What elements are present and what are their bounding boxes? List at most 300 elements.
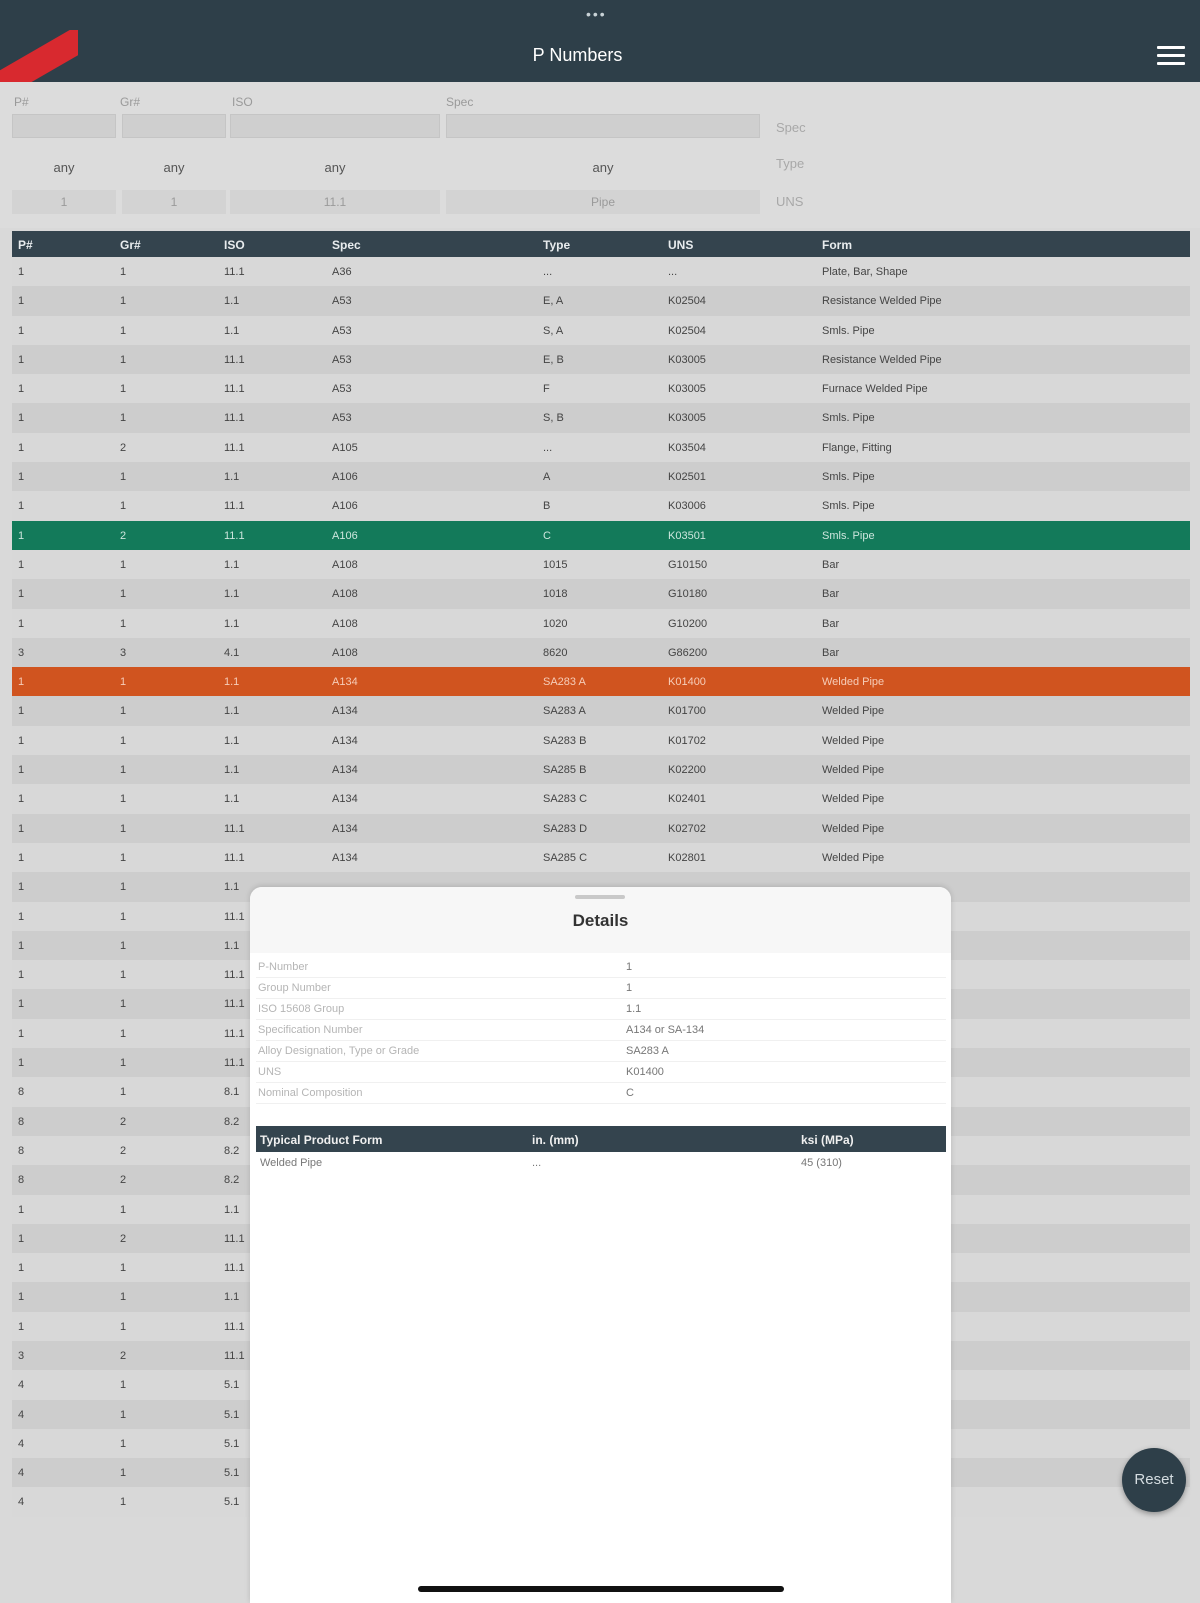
cell-group: 2	[120, 1115, 127, 1128]
header-type[interactable]: Type	[543, 238, 571, 252]
table-row[interactable]	[12, 374, 1190, 403]
cell-spec: A134	[332, 793, 358, 806]
cell-type: E, A	[543, 295, 564, 308]
cell-form: Smls. Pipe	[822, 324, 875, 337]
cell-group: 1	[120, 939, 127, 952]
cell-type: F	[543, 383, 550, 396]
detail-value: 1	[626, 982, 633, 994]
detail-value: 1.1	[626, 1003, 642, 1015]
cell-spec: A134	[332, 734, 358, 747]
cell-group: 1	[120, 910, 127, 923]
cell-type: SA283 B	[543, 734, 587, 747]
table-row[interactable]	[12, 316, 1190, 345]
cell-group: 1	[120, 324, 127, 337]
table-row[interactable]	[12, 550, 1190, 579]
table-row[interactable]	[12, 521, 1190, 550]
table-row[interactable]	[12, 843, 1190, 872]
cell-uns: K02504	[668, 295, 706, 308]
cell-spec: A53	[332, 324, 352, 337]
pnumber-any[interactable]: any	[53, 160, 75, 175]
sheet-grabber[interactable]	[575, 895, 625, 899]
cell-group: 1	[120, 1203, 127, 1216]
cell-form: Furnace Welded Pipe	[822, 383, 928, 396]
cell-pnumber: 1	[18, 793, 25, 806]
cell-pnumber: 1	[18, 529, 25, 542]
cell-group: 1	[120, 1027, 127, 1040]
cell-iso: 11.1	[224, 441, 245, 454]
cell-uns: K03005	[668, 353, 706, 366]
table-row[interactable]	[12, 433, 1190, 462]
cell-uns: K02401	[668, 793, 706, 806]
cell-iso: 8.2	[224, 1115, 240, 1128]
cell-iso: 1.1	[224, 705, 240, 718]
side-label-type: Type	[776, 156, 805, 171]
cell-group: 1	[120, 881, 127, 894]
cell-form: Welded Pipe	[822, 734, 885, 747]
cell-iso: 11.1	[224, 529, 245, 542]
cell-spec: A53	[332, 412, 352, 425]
cell-pnumber: 4	[18, 1408, 25, 1421]
cell-group: 2	[120, 1174, 127, 1187]
cell-pnumber: 1	[18, 705, 25, 718]
pnumber-input[interactable]	[12, 114, 116, 138]
details-sheet	[250, 887, 951, 1603]
cell-iso: 11.1	[224, 266, 245, 278]
thickness-value: ...	[532, 1157, 542, 1169]
cell-pnumber: 1	[18, 1262, 25, 1275]
cell-iso: 5.1	[224, 1379, 240, 1392]
cell-spec: A134	[332, 851, 358, 864]
cell-spec: A108	[332, 588, 358, 601]
cell-group: 1	[120, 1320, 127, 1333]
cell-form: Welded Pipe	[822, 851, 885, 864]
cell-group: 1	[120, 412, 127, 425]
cell-pnumber: 1	[18, 851, 25, 864]
cell-uns: K02801	[668, 851, 706, 864]
cell-form: Welded Pipe	[822, 793, 885, 806]
detail-row	[256, 1062, 946, 1083]
cell-iso: 1.1	[224, 734, 240, 747]
detail-row	[256, 1020, 946, 1041]
detail-label: ISO 15608 Group	[258, 1003, 345, 1015]
cell-group: 1	[120, 734, 127, 747]
cell-group: 1	[120, 471, 127, 484]
cell-type: SA283 D	[543, 822, 588, 835]
cell-iso: 5.1	[224, 1496, 240, 1509]
cell-iso: 11.1	[224, 851, 245, 864]
cell-pnumber: 1	[18, 764, 25, 777]
cell-iso: 5.1	[224, 1467, 240, 1480]
cell-form: Welded Pipe	[822, 705, 885, 718]
cell-form: Bar	[822, 617, 840, 630]
navigation-bar	[0, 0, 1200, 82]
cell-iso: 11.1	[224, 1262, 245, 1275]
cell-group: 1	[120, 969, 127, 982]
cell-iso: 5.1	[224, 1408, 240, 1421]
table-row[interactable]	[12, 403, 1190, 432]
cell-group: 1	[120, 295, 127, 308]
spec-select[interactable]: Pipe	[446, 190, 760, 214]
detail-value: 1	[626, 961, 633, 973]
table-row[interactable]	[12, 462, 1190, 491]
cell-group: 1	[120, 1291, 127, 1304]
cell-pnumber: 4	[18, 1379, 25, 1392]
cell-iso: 11.1	[224, 1320, 245, 1333]
cell-type: SA285 C	[543, 851, 588, 864]
iso-select[interactable]: 11.1	[230, 190, 440, 214]
cell-pnumber: 1	[18, 617, 25, 630]
cell-pnumber: 1	[18, 881, 25, 894]
multitasking-dots-icon[interactable]: •••	[586, 6, 607, 22]
page-title: P Numbers	[532, 45, 623, 65]
table-row[interactable]	[12, 609, 1190, 638]
cell-pnumber: 1	[18, 939, 25, 952]
cell-iso: 1.1	[224, 1203, 240, 1216]
cell-iso: 8.2	[224, 1174, 240, 1187]
cell-iso: 11.1	[224, 998, 245, 1011]
table-header	[12, 231, 1190, 257]
cell-form: Bar	[822, 646, 840, 659]
cell-iso: 8.1	[224, 1086, 240, 1099]
cell-spec: A134	[332, 705, 358, 718]
cell-spec: A108	[332, 617, 358, 630]
cell-uns: ...	[668, 266, 678, 278]
cell-uns: K03501	[668, 529, 706, 542]
cell-type: S, B	[543, 412, 564, 425]
cell-iso: 11.1	[224, 1027, 245, 1040]
cell-pnumber: 1	[18, 1320, 25, 1333]
detail-row	[256, 1041, 946, 1062]
iso-input[interactable]	[230, 114, 440, 138]
cell-group: 1	[120, 676, 127, 689]
table-row[interactable]	[12, 491, 1190, 520]
cell-group: 1	[120, 588, 127, 601]
cell-group: 1	[120, 1467, 127, 1480]
cell-form: Smls. Pipe	[822, 412, 875, 425]
spec-any[interactable]: any	[592, 160, 614, 175]
cell-form: Plate, Bar, Shape	[822, 266, 908, 278]
side-label-spec: Spec	[776, 120, 806, 135]
cell-iso: 1.1	[224, 764, 240, 777]
header-iso[interactable]: ISO	[224, 238, 245, 252]
cell-group: 1	[120, 1262, 127, 1275]
detail-value: SA283 A	[626, 1045, 669, 1057]
table-row[interactable]	[12, 345, 1190, 374]
cell-spec: A134	[332, 676, 358, 689]
detail-label: Nominal Composition	[258, 1087, 363, 1099]
filter-label-spec: Spec	[446, 95, 474, 109]
cell-pnumber: 1	[18, 822, 25, 835]
cell-iso: 11.1	[224, 910, 245, 923]
cell-iso: 11.1	[224, 1349, 245, 1362]
cell-spec: A105	[332, 441, 358, 454]
cell-pnumber: 3	[18, 646, 25, 659]
cell-iso: 8.2	[224, 1144, 240, 1157]
cell-iso: 11.1	[224, 1057, 245, 1070]
cell-group: 1	[120, 558, 127, 571]
cell-spec: A108	[332, 558, 358, 571]
cell-pnumber: 1	[18, 969, 25, 982]
cell-form: Smls. Pipe	[822, 529, 875, 542]
cell-iso: 1.1	[224, 588, 240, 601]
product-form-row	[256, 1152, 946, 1176]
cell-iso: 1.1	[224, 558, 240, 571]
header-pnumber[interactable]: P#	[18, 238, 33, 252]
cell-pnumber: 1	[18, 266, 25, 278]
cell-pnumber: 8	[18, 1174, 25, 1187]
cell-uns: K02501	[668, 471, 706, 484]
cell-spec: A53	[332, 353, 352, 366]
cell-pnumber: 1	[18, 676, 25, 689]
cell-iso: 1.1	[224, 617, 240, 630]
detail-value: A134 or SA-134	[626, 1024, 705, 1036]
group-any[interactable]: any	[163, 160, 185, 175]
detail-value: K01400	[626, 1066, 664, 1078]
cell-type: E, B	[543, 353, 564, 366]
cell-uns: K02504	[668, 324, 706, 337]
cell-spec: A106	[332, 529, 358, 542]
cell-form: Resistance Welded Pipe	[822, 353, 942, 366]
cell-type: ...	[543, 441, 553, 454]
cell-type: C	[543, 529, 551, 542]
cell-iso: 1.1	[224, 1291, 240, 1304]
cell-form: Welded Pipe	[822, 822, 885, 835]
menu-icon[interactable]	[1157, 46, 1185, 68]
detail-label: Group Number	[258, 982, 331, 994]
cell-uns: K03005	[668, 383, 706, 396]
group-input[interactable]	[122, 114, 226, 138]
cell-uns: G10180	[668, 588, 708, 601]
cell-pnumber: 1	[18, 441, 25, 454]
filter-label-iso: ISO	[232, 95, 253, 109]
cell-type: 1015	[543, 558, 568, 571]
header-product-form: Typical Product Form	[260, 1133, 383, 1147]
cell-iso: 11.1	[224, 500, 245, 513]
cell-group: 2	[120, 1349, 127, 1362]
details-title: Details	[572, 911, 629, 930]
cell-group: 1	[120, 1437, 127, 1450]
header-form[interactable]: Form	[822, 238, 852, 252]
cell-spec: A108	[332, 646, 358, 659]
cell-pnumber: 1	[18, 383, 25, 396]
cell-type: B	[543, 500, 551, 513]
cell-spec: A106	[332, 471, 358, 484]
cell-pnumber: 3	[18, 1349, 25, 1362]
cell-pnumber: 1	[18, 588, 25, 601]
cell-form: Smls. Pipe	[822, 500, 875, 513]
cell-spec: A134	[332, 822, 358, 835]
cell-group: 1	[120, 1379, 127, 1392]
cell-form: Resistance Welded Pipe	[822, 295, 942, 308]
cell-iso: 1.1	[224, 324, 240, 337]
cell-type: 1018	[543, 588, 568, 601]
cell-pnumber: 1	[18, 471, 25, 484]
cell-group: 1	[120, 998, 127, 1011]
header-strength: ksi (MPa)	[801, 1133, 854, 1147]
cell-pnumber: 1	[18, 998, 25, 1011]
cell-iso: 11.1	[224, 383, 245, 396]
detail-label: UNS	[258, 1066, 282, 1078]
cell-group: 1	[120, 353, 127, 366]
cell-iso: 1.1	[224, 939, 240, 952]
cell-uns: G10200	[668, 617, 708, 630]
cell-iso: 11.1	[224, 969, 245, 982]
cell-pnumber: 8	[18, 1144, 25, 1157]
cell-type: SA283 C	[543, 793, 588, 806]
cell-pnumber: 1	[18, 910, 25, 923]
cell-pnumber: 1	[18, 324, 25, 337]
cell-pnumber: 4	[18, 1467, 25, 1480]
cell-form: Flange, Fitting	[822, 441, 892, 454]
table-row[interactable]	[12, 814, 1190, 843]
cell-pnumber: 1	[18, 1291, 25, 1304]
cell-group: 1	[120, 617, 127, 630]
cell-group: 1	[120, 1057, 127, 1070]
cell-form: Welded Pipe	[822, 764, 885, 777]
cell-pnumber: 1	[18, 500, 25, 513]
cell-uns: K01700	[668, 705, 706, 718]
cell-form: Bar	[822, 558, 840, 571]
cell-iso: 5.1	[224, 1437, 240, 1450]
cell-pnumber: 1	[18, 734, 25, 747]
cell-type: SA285 B	[543, 764, 587, 777]
cell-group: 3	[120, 646, 127, 659]
detail-label: Specification Number	[258, 1024, 363, 1036]
cell-spec: A53	[332, 383, 352, 396]
cell-type: ...	[543, 266, 553, 278]
product-form-table-header	[256, 1126, 946, 1152]
table-row[interactable]	[12, 667, 1190, 696]
detail-row	[256, 978, 946, 999]
cell-uns: K03005	[668, 412, 706, 425]
cell-form: Bar	[822, 588, 840, 601]
reset-button[interactable]: Reset	[1122, 1448, 1186, 1512]
table-row[interactable]	[12, 638, 1190, 667]
cell-pnumber: 4	[18, 1496, 25, 1509]
detail-label: P-Number	[258, 961, 309, 973]
detail-value: C	[626, 1087, 634, 1099]
cell-iso: 1.1	[224, 793, 240, 806]
cell-group: 1	[120, 1086, 127, 1099]
detail-row	[256, 957, 946, 978]
cell-group: 1	[120, 500, 127, 513]
cell-spec: A53	[332, 295, 352, 308]
cell-group: 1	[120, 266, 127, 278]
cell-uns: K03006	[668, 500, 706, 513]
cell-iso: 1.1	[224, 676, 240, 689]
cell-pnumber: 8	[18, 1086, 25, 1099]
cell-group: 1	[120, 764, 127, 777]
detail-label: Alloy Designation, Type or Grade	[258, 1045, 420, 1057]
cell-pnumber: 8	[18, 1115, 25, 1128]
cell-spec: A106	[332, 500, 358, 513]
cell-type: SA283 A	[543, 705, 586, 718]
cell-uns: K02200	[668, 764, 706, 777]
home-indicator[interactable]	[418, 1586, 784, 1592]
header-spec[interactable]: Spec	[332, 238, 361, 252]
cell-type: SA283 A	[543, 676, 586, 689]
cell-iso: 1.1	[224, 295, 240, 308]
cell-iso: 11.1	[224, 1232, 245, 1245]
cell-uns: K02702	[668, 822, 706, 835]
filter-label-group: Gr#	[120, 95, 141, 109]
cell-group: 1	[120, 705, 127, 718]
cell-pnumber: 1	[18, 353, 25, 366]
header-group[interactable]: Gr#	[120, 238, 141, 252]
cell-iso: 1.1	[224, 881, 240, 894]
cell-iso: 4.1	[224, 646, 240, 659]
table-row[interactable]	[12, 784, 1190, 813]
header-thickness: in. (mm)	[532, 1133, 579, 1147]
strength-value: 45 (310)	[801, 1157, 842, 1169]
cell-type: 1020	[543, 617, 568, 630]
cell-iso: 11.1	[224, 353, 245, 366]
cell-pnumber: 1	[18, 1232, 25, 1245]
cell-type: S, A	[543, 324, 564, 337]
detail-row	[256, 1083, 946, 1104]
group-select[interactable]: 1	[122, 190, 226, 214]
cell-iso: 11.1	[224, 822, 245, 835]
cell-type: A	[543, 471, 551, 484]
cell-form: Smls. Pipe	[822, 471, 875, 484]
cell-type: 8620	[543, 646, 568, 659]
cell-uns: K01400	[668, 676, 706, 689]
spec-input[interactable]	[446, 114, 760, 138]
cell-pnumber: 1	[18, 558, 25, 571]
cell-group: 1	[120, 1408, 127, 1421]
cell-pnumber: 1	[18, 1027, 25, 1040]
filter-panel	[0, 82, 1200, 228]
cell-pnumber: 1	[18, 1057, 25, 1070]
status-bar	[0, 0, 1200, 30]
detail-row	[256, 999, 946, 1020]
cell-group: 1	[120, 793, 127, 806]
cell-pnumber: 1	[18, 412, 25, 425]
cell-pnumber: 1	[18, 1203, 25, 1216]
side-label-uns: UNS	[776, 194, 804, 209]
cell-uns: G10150	[668, 558, 708, 571]
table-row[interactable]	[12, 755, 1190, 784]
cell-group: 1	[120, 822, 127, 835]
header-uns[interactable]: UNS	[668, 238, 694, 252]
cell-group: 2	[120, 1144, 127, 1157]
cell-group: 1	[120, 383, 127, 396]
cell-group: 1	[120, 1496, 127, 1509]
cell-pnumber: 1	[18, 295, 25, 308]
cell-form: Welded Pipe	[822, 676, 885, 689]
cell-group: 1	[120, 851, 127, 864]
cell-iso: 1.1	[224, 471, 240, 484]
cell-group: 2	[120, 441, 127, 454]
pnumber-select[interactable]: 1	[12, 190, 116, 214]
cell-pnumber: 4	[18, 1437, 25, 1450]
cell-spec: A36	[332, 266, 352, 278]
product-form-value: Welded Pipe	[260, 1157, 323, 1169]
cell-uns: K03504	[668, 441, 706, 454]
cell-group: 2	[120, 529, 127, 542]
table-row[interactable]	[12, 696, 1190, 725]
iso-any[interactable]: any	[324, 160, 346, 175]
table-row[interactable]	[12, 726, 1190, 755]
cell-group: 2	[120, 1232, 127, 1245]
filter-label-pnumber: P#	[14, 95, 29, 109]
cell-spec: A134	[332, 764, 358, 777]
table-row[interactable]	[12, 579, 1190, 608]
cell-uns: K01702	[668, 734, 706, 747]
table-row[interactable]	[12, 257, 1190, 286]
cell-iso: 11.1	[224, 412, 245, 425]
table-row[interactable]	[12, 286, 1190, 315]
